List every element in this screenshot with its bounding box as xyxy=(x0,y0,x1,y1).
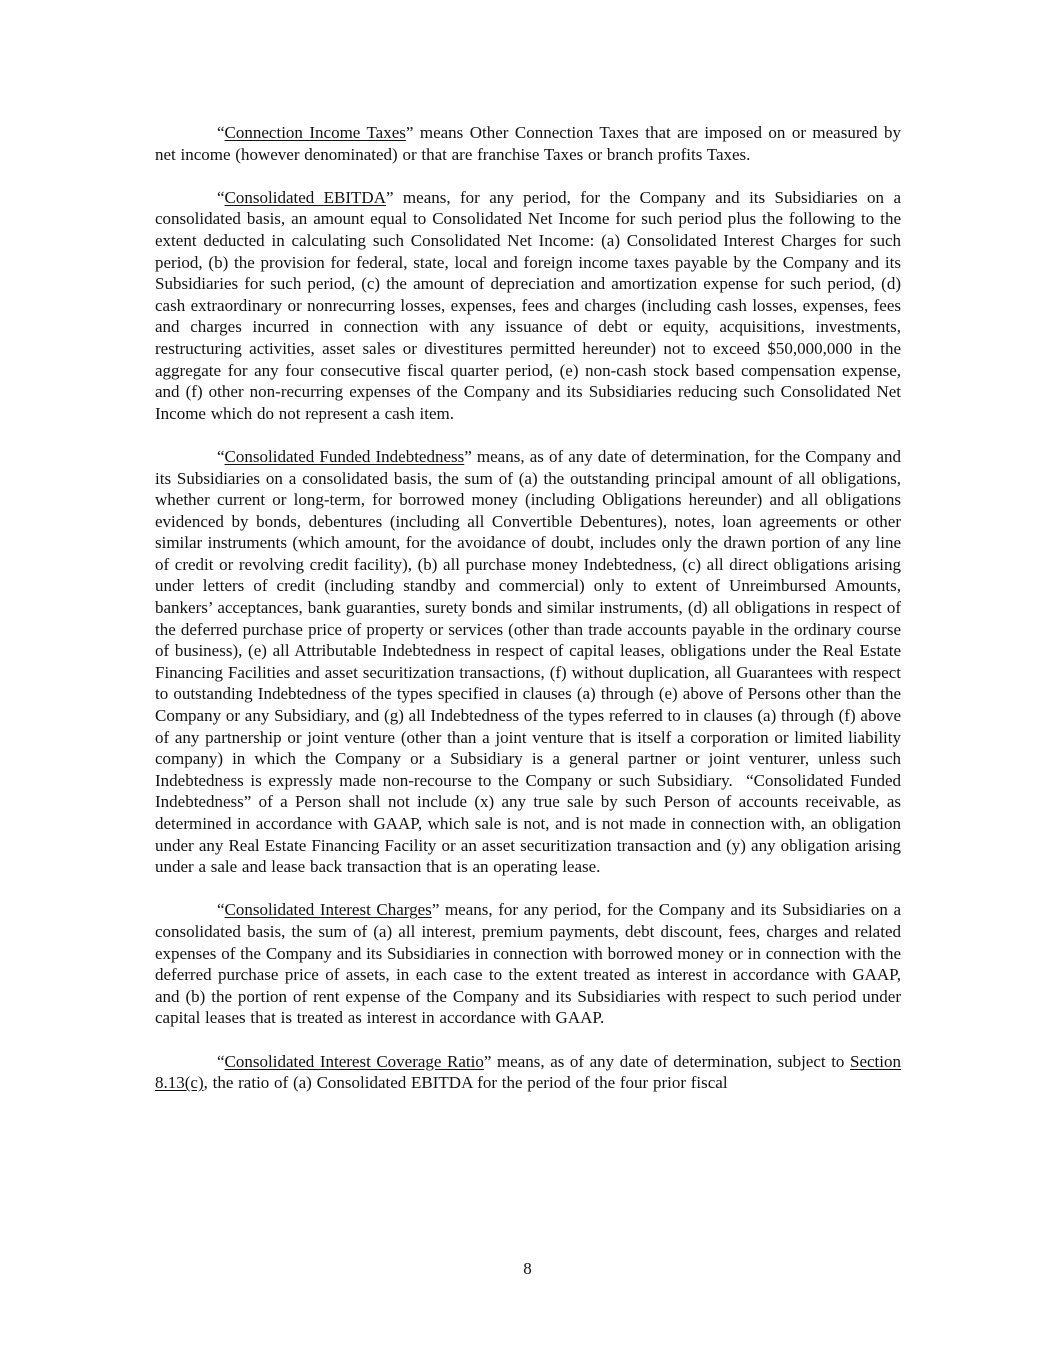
paragraph-text: ” means, as of any date of determination, subject to xyxy=(483,1051,850,1071)
paragraph-text: “ xyxy=(217,1051,225,1071)
definition-paragraph xyxy=(155,187,901,425)
defined-term: Section 8.13(c) xyxy=(155,1051,901,1093)
definition-paragraph xyxy=(155,446,901,878)
paragraph-text: ” means, for any period, for the Company and its Subsidiaries on a consolidated basis, an amount equal to Consolidated Net Income for such period plus the following to the extent deducted in calculating such Consolidated Net Income: (a) Consolidated Interest Charges for such period, (b) the provision for federal, state, local and foreign income taxes payable by the Company and its Subsidiaries for such period, (c) the amount of depreciation and amortization expense for such period, (d) cash extraordinary or nonrecurring losses, expenses, fees and charges (including cash losses, expenses, fees and charges incurred in connection with any issuance of debt or equity, acquisitions, investments, restructuring activities, asset sales or divestitures permitted hereunder) not to exceed $50,000,000 in the aggregate for any four consecutive fiscal quarter period, (e) non-cash stock based compensation expense, and (f) other non-recurring expenses of the Company and its Subsidiaries reducing such Consolidated Net Income which do not represent a cash item. xyxy=(155,187,901,423)
paragraph-text: ” means Other Connection Taxes that are imposed on or measured by net income (however denominated) or that are franchise Taxes or branch profits Taxes. xyxy=(155,123,901,164)
paragraph-text: ” means, as of any date of determination, for the Company and its Subsidiaries on a consolidated basis, the sum of (a) the outstanding principal amount of all obligations, whether current or long-term, for borrowed money (including Obligations hereunder) and all obligations evidenced by bonds, debentures (including all Convertible Debentures), notes, loan agreements or other similar instruments (which amount, for the avoidance of doubt, includes only the drawn portion of any line of credit or revolving credit facility), (b) all purchase money Indebtedness, (c) all direct obligations arising under letters of credit (including standby and commercial) only to extent of Unreimbursed Amounts, bankers’ acceptances, bank guaranties, surety bonds and similar instruments, (d) all obligations in respect of the deferred purchase price of property or services (other than trade accounts payable in the ordinary course of business), (e) all Attributable Indebtedness in respect of capital leases, obligations under the Real Estate Financing Facilities and asset securitization transactions, (f) without duplication, all Guarantees with respect to outstanding Indebtedness of the types specified in clauses (a) through (e) above of Persons other than the Company or any Subsidiary, and (g) all Indebtedness of the types referred to in clauses (a) through (f) above of any partnership or joint venture (other than a joint venture that is itself a corporation or limited liability company) in which the Company or a Subsidiary is a general partner or joint venturer, unless such Indebtedness is expressly made non-recourse to the Company or such Subsidiary. “Consolidated Funded Indebtedness” of a Person shall not include (x) any true sale by such Person of accounts receivable, as determined in accordance with GAAP, which sale is not, and is not made in connection with, an obligation under any Real Estate Financing Facility or an asset securitization transaction and (y) any obligation arising under a sale and lease back transaction that is an operating lease. xyxy=(155,446,901,877)
paragraph-text: ” means, for any period, for the Company and its Subsidiaries on a consolidated basis, the sum of (a) all interest, premium payments, debt discount, fees, charges and related expenses of the Company and its Subsidiaries in connection with borrowed money or in connection with the deferred purchase price of assets, in each case to the extent treated as interest in accordance with GAAP, and (b) the portion of rent expense of the Company and its Subsidiaries with respect to such period under capital leases that is treated as interest in accordance with GAAP. xyxy=(155,900,902,1028)
defined-term: Consolidated Funded Indebtedness xyxy=(224,446,465,466)
document-body xyxy=(155,122,901,1094)
page-number: 8 xyxy=(523,1259,532,1278)
definition-paragraph xyxy=(155,899,901,1029)
definition-paragraph xyxy=(155,1051,901,1094)
paragraph-text: “ xyxy=(217,123,225,142)
paragraph-text: “ xyxy=(217,446,225,466)
definition-paragraph xyxy=(155,122,901,165)
defined-term: Consolidated Interest Coverage Ratio xyxy=(224,1051,484,1071)
paragraph-text: , the ratio of (a) Consolidated EBITDA for the period of the four prior fiscal xyxy=(203,1073,728,1093)
defined-term: Consolidated Interest Charges xyxy=(224,900,432,920)
defined-term: Consolidated EBITDA xyxy=(224,187,386,207)
paragraph-text: “ xyxy=(217,900,225,920)
defined-term: Connection Income Taxes xyxy=(224,123,406,142)
paragraph-text: “ xyxy=(217,187,225,207)
